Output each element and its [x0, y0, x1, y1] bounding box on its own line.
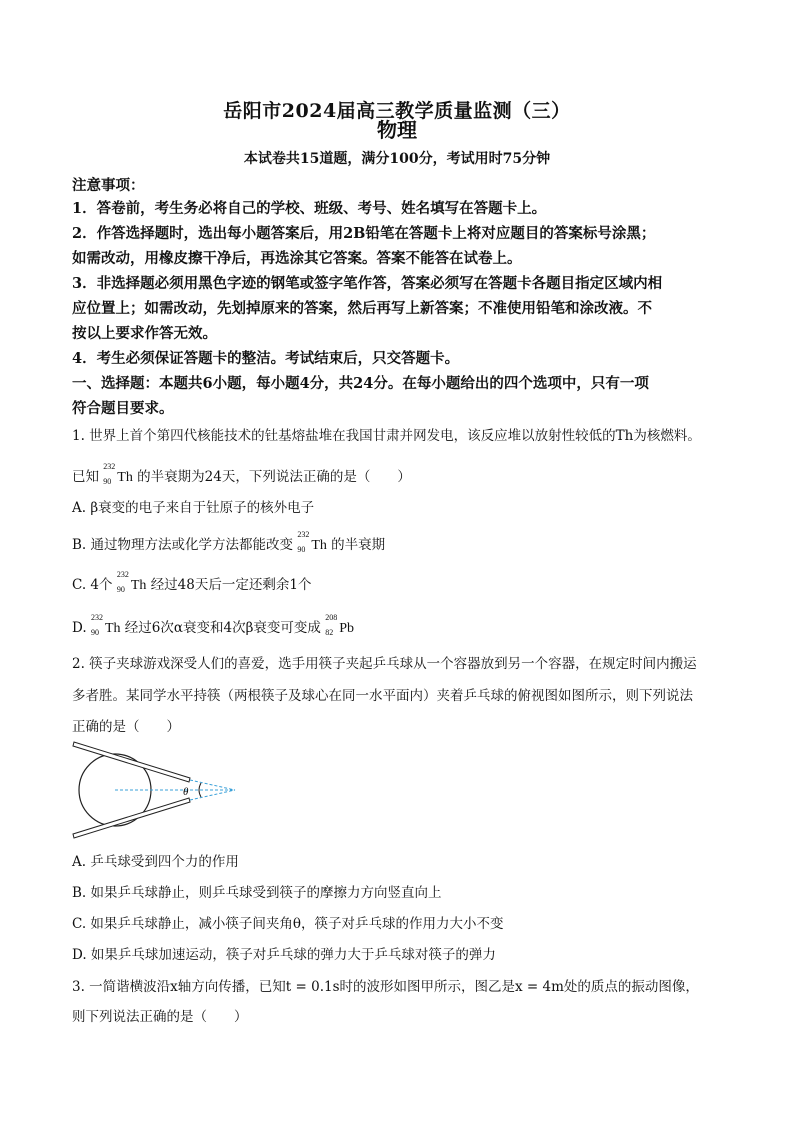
th-charge: 90 — [116, 585, 125, 594]
q1-option-c-pre: C. 4个 — [72, 577, 113, 593]
th-nuclide — [103, 462, 133, 486]
note-3c: 按以上要求作答无效。 — [72, 325, 217, 342]
note-3a: 3．非选择题必须用黑色字迹的钢笔或签字笔作答，答案必须写在答题卡各题目指定区域内相 — [72, 275, 663, 292]
chopsticks-ball-diagram — [70, 740, 245, 840]
q3-stem-1: 3. 一简谐横波沿x轴方向传播，已知t = 0.1s时的波形如图甲所示，图乙是x = 4m处的质点的振动图像， — [72, 979, 699, 995]
section1-heading-cont: 符合题目要求。 — [72, 400, 174, 417]
note-2b: 如需改动，用橡皮擦干净后，再选涂其它答案。答案不能答在试卷上。 — [72, 250, 522, 267]
th-symbol: Th — [104, 621, 121, 636]
pb-symbol: Pb — [339, 621, 354, 636]
th-charge: 90 — [103, 477, 112, 486]
pb-charge: 82 — [325, 628, 334, 637]
q1-option-d-pre: D. — [72, 620, 87, 636]
exam-info: 本试卷共15道题，满分100分，考试用时75分钟 — [243, 151, 551, 167]
q2-stem-2: 多者胜。某同学水平持筷（两根筷子及球心在同一水平面内）夹着乒乓球的俯视图如图所示，则下列说法 — [72, 688, 693, 704]
upper-extension-line — [190, 780, 235, 790]
th-nuclide — [90, 613, 121, 637]
th-nuclide — [116, 570, 147, 594]
q1-stem-2-post: 的半衰期为24天，下列说法正确的是（ ） — [137, 469, 411, 485]
th-symbol: Th — [117, 470, 133, 485]
th-charge: 90 — [297, 545, 306, 554]
q2-stem-3: 正确的是（ ） — [72, 719, 180, 735]
note-4: 4．考生必须保证答题卡的整洁。考试结束后，只交答题卡。 — [72, 350, 460, 367]
q1-option-c-post: 经过48天后一定还剩余1个 — [150, 577, 312, 593]
q1-option-a: A. β衰变的电子来自于钍原子的核外电子 — [72, 500, 315, 516]
q1-stem-1: 1. 世界上首个第四代核能技术的钍基熔盐堆在我国甘肃并网发电，该反应堆以放射性较低的Th为核燃料。 — [72, 428, 701, 444]
th-mass: 232 — [103, 462, 116, 471]
notes-heading: 注意事项： — [72, 177, 145, 194]
th-mass: 232 — [116, 570, 129, 579]
th-charge: 90 — [90, 628, 99, 637]
section1-heading: 一、选择题：本题共6小题，每小题4分，共24分。在每小题给出的四个选项中，只有一项 — [72, 375, 649, 392]
theta-label: θ — [183, 786, 189, 798]
note-3b: 应位置上；如需改动，先划掉原来的答案，然后再写上新答案；不准使用铅笔和涂改液。不 — [72, 300, 652, 317]
th-symbol: Th — [130, 578, 147, 593]
q1-option-b-post: 的半衰期 — [331, 537, 386, 553]
note-1: 1．答卷前，考生务必将自己的学校、班级、考号、姓名填写在答题卡上。 — [72, 200, 547, 217]
q1-option-d-mid: 经过6次α衰变和4次β衰变可变成 — [124, 620, 321, 636]
th-nuclide — [297, 530, 327, 554]
q1-option-d — [72, 613, 354, 637]
lower-extension-line — [190, 790, 235, 800]
note-2a: 2．作答选择题时，选出每小题答案后，用2B铅笔在答题卡上将对应题目的答案标号涂黑； — [72, 225, 656, 242]
q2-option-b: B. 如果乒乓球静止，则乒乓球受到筷子的摩擦力方向竖直向上 — [72, 885, 442, 901]
q1-option-c — [72, 570, 312, 594]
lower-chopstick — [73, 798, 190, 838]
q1-option-b-pre: B. 通过物理方法或化学方法都能改变 — [72, 537, 294, 553]
pb-nuclide — [325, 613, 354, 637]
q3-stem-2: 则下列说法正确的是（ ） — [72, 1009, 248, 1025]
q1-stem-2-pre: 已知 — [72, 469, 99, 485]
pb-mass: 208 — [325, 613, 338, 622]
q2-option-d: D. 如果乒乓球加速运动，筷子对乒乓球的弹力大于乒乓球对筷子的弹力 — [72, 947, 496, 963]
q1-option-b — [72, 530, 386, 554]
q2-stem-1: 2. 筷子夹球游戏深受人们的喜爱，选手用筷子夹起乒乓球从一个容器放到另一个容器，在规定时间内搬运 — [72, 656, 697, 672]
th-mass: 232 — [90, 613, 103, 622]
th-symbol: Th — [311, 538, 327, 553]
q2-option-a: A. 乒乓球受到四个力的作用 — [72, 854, 239, 870]
page-title: 岳阳市2024届高三教学质量监测（三） — [223, 100, 571, 122]
th-mass: 232 — [297, 530, 310, 539]
subject-title: 物理 — [377, 118, 417, 142]
q1-stem-2 — [72, 462, 411, 486]
q2-option-c: C. 如果乒乓球静止，减小筷子间夹角θ，筷子对乒乓球的作用力大小不变 — [72, 916, 504, 932]
upper-chopstick — [73, 742, 190, 782]
